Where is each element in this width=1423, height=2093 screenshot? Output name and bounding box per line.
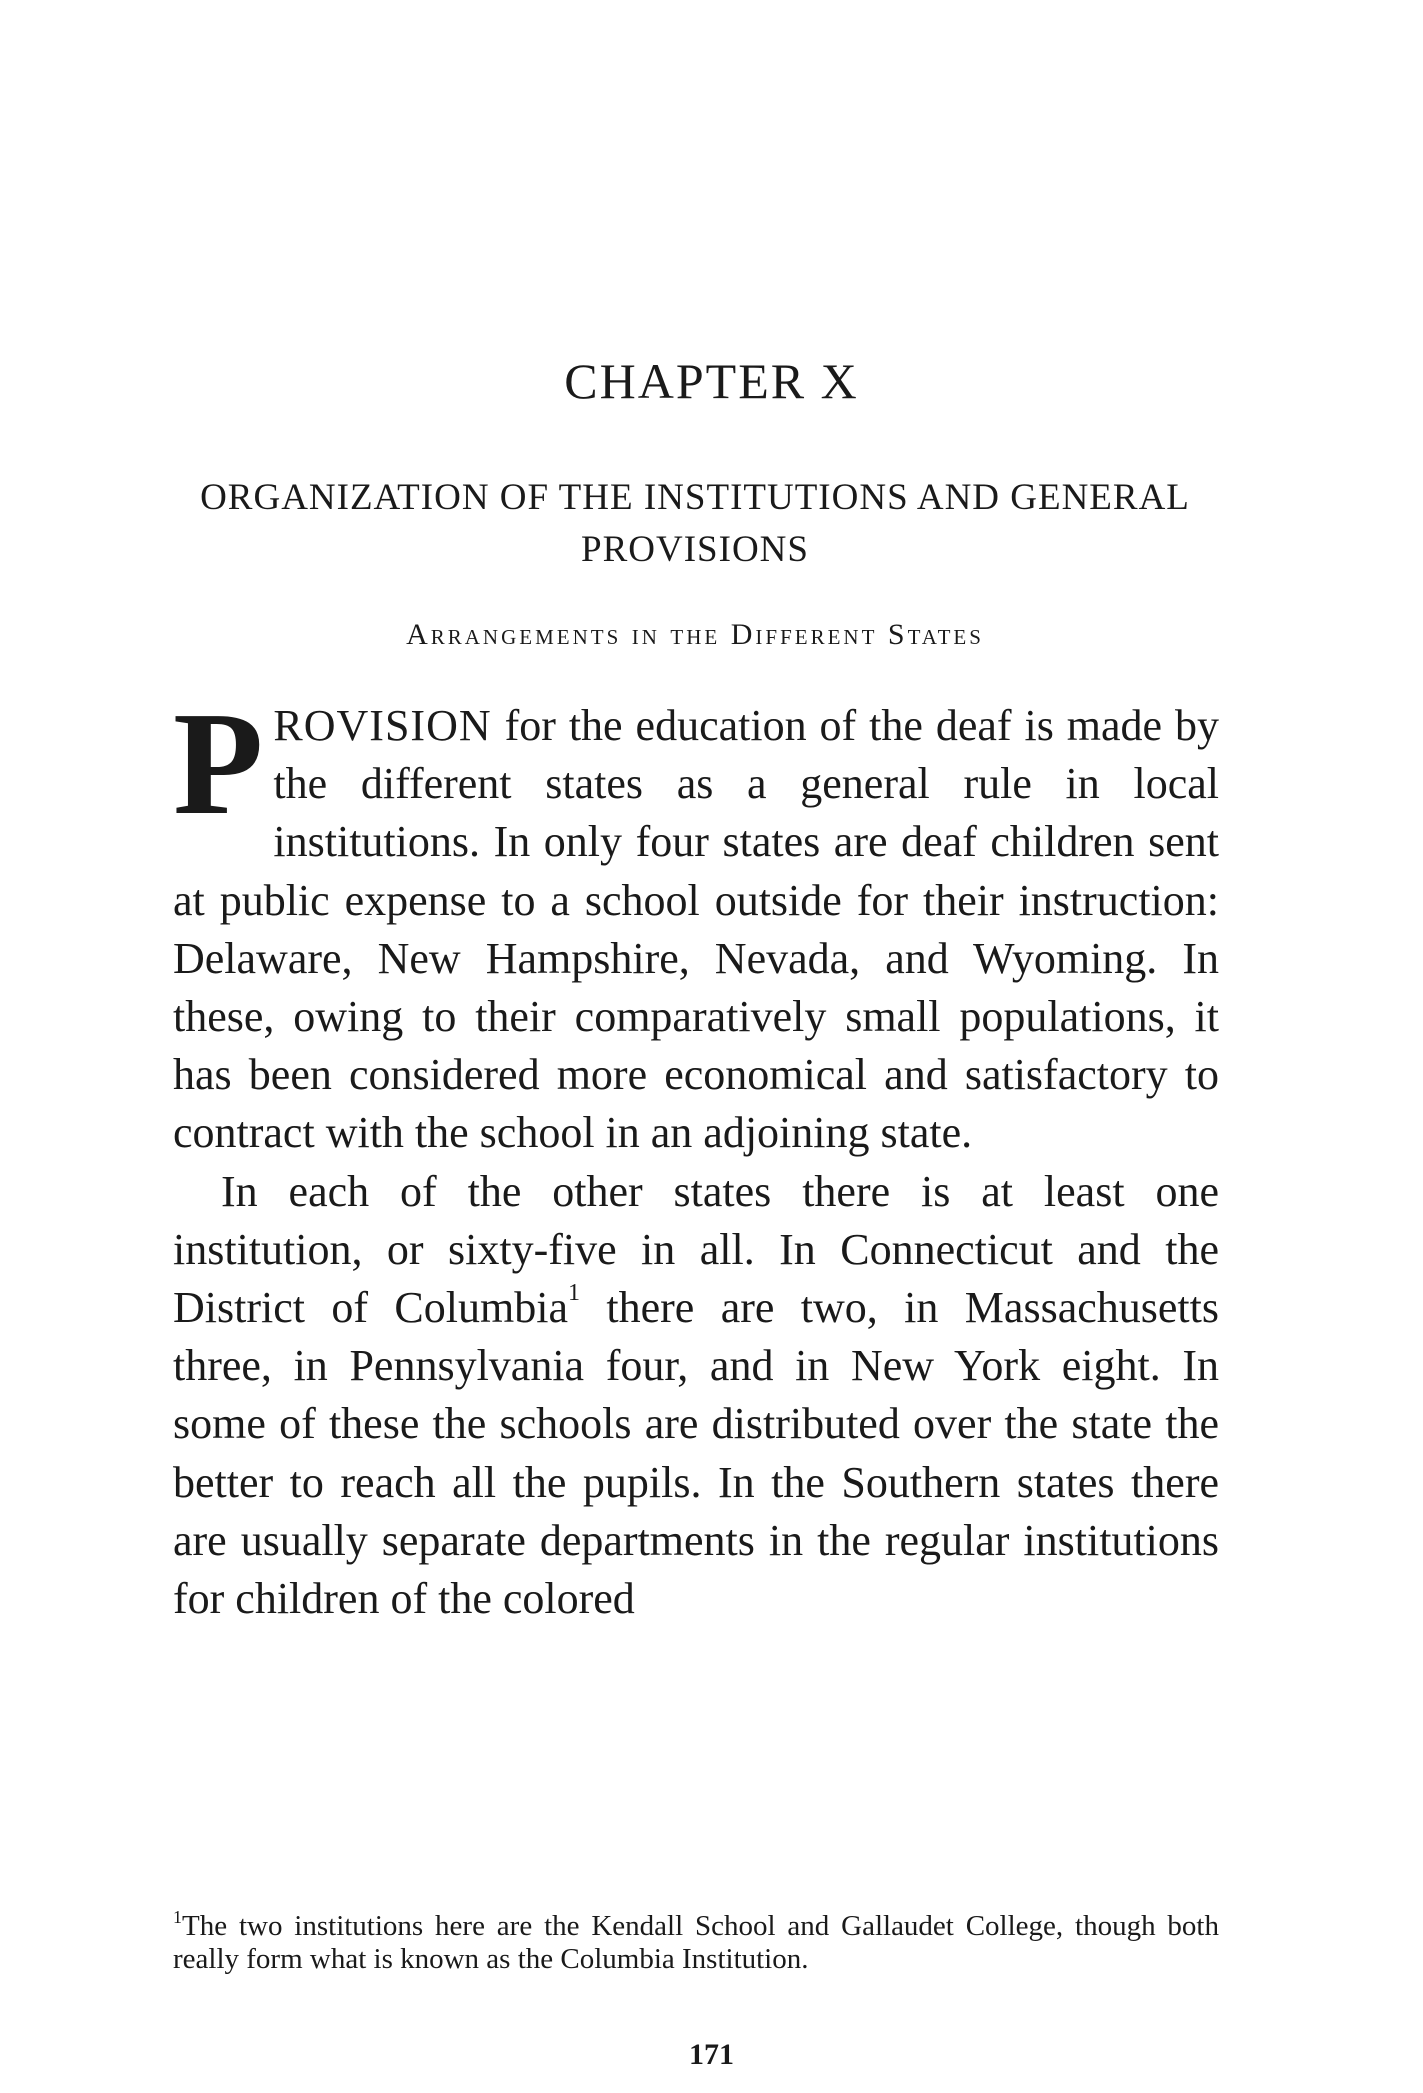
chapter-title: CHAPTER X [564,353,859,409]
chapter-subtitle: ORGANIZATION OF THE INSTITUTIONS AND GENERAL PROVISIONS [200,477,1190,570]
footnote-reference: 1 [567,1280,580,1307]
page-number: 171 [689,2038,734,2071]
paragraph-1-text: for the education of the deaf is made by the different states as a general rule in local institutions. In only four states are deaf children sent at public expense to a school outside for their instruction: Delaware, New Hampshire, Nevada, and Wyoming. In these, owing to their comparatively small populations, it has been considered more economical and satisfactory to contract with the school in an adjoining state. [173,701,1219,1158]
footnote-text: The two institutions here are the Kendall School and Gallaudet College, though both really form what is known as the Columbia Institution. [173,1910,1219,1975]
paragraph-2 [173,1163,1219,1629]
paragraph-2-text-start: In each of the other states there is at least one institution, or sixty-five in all. In Connecticut and the District of Columbia [173,1166,1219,1333]
section-heading: Arrangements in the Different States [406,618,984,651]
paragraph-2-text-end: there are two, in Massachusetts three, in Pennsylvania four, and in New York eight. In some of these the schools are distributed over the state the better to reach all the pupils. In the Southern states there are usually separate departments in the regular institutions for children of the colored [173,1283,1219,1624]
paragraph-1 [173,682,1219,1163]
footnote [173,1907,1219,1976]
body-text [173,682,1219,1628]
footnote-marker: 1 [173,1907,182,1927]
drop-cap: P [173,682,264,846]
first-word-rest: ROVISION [273,701,492,750]
